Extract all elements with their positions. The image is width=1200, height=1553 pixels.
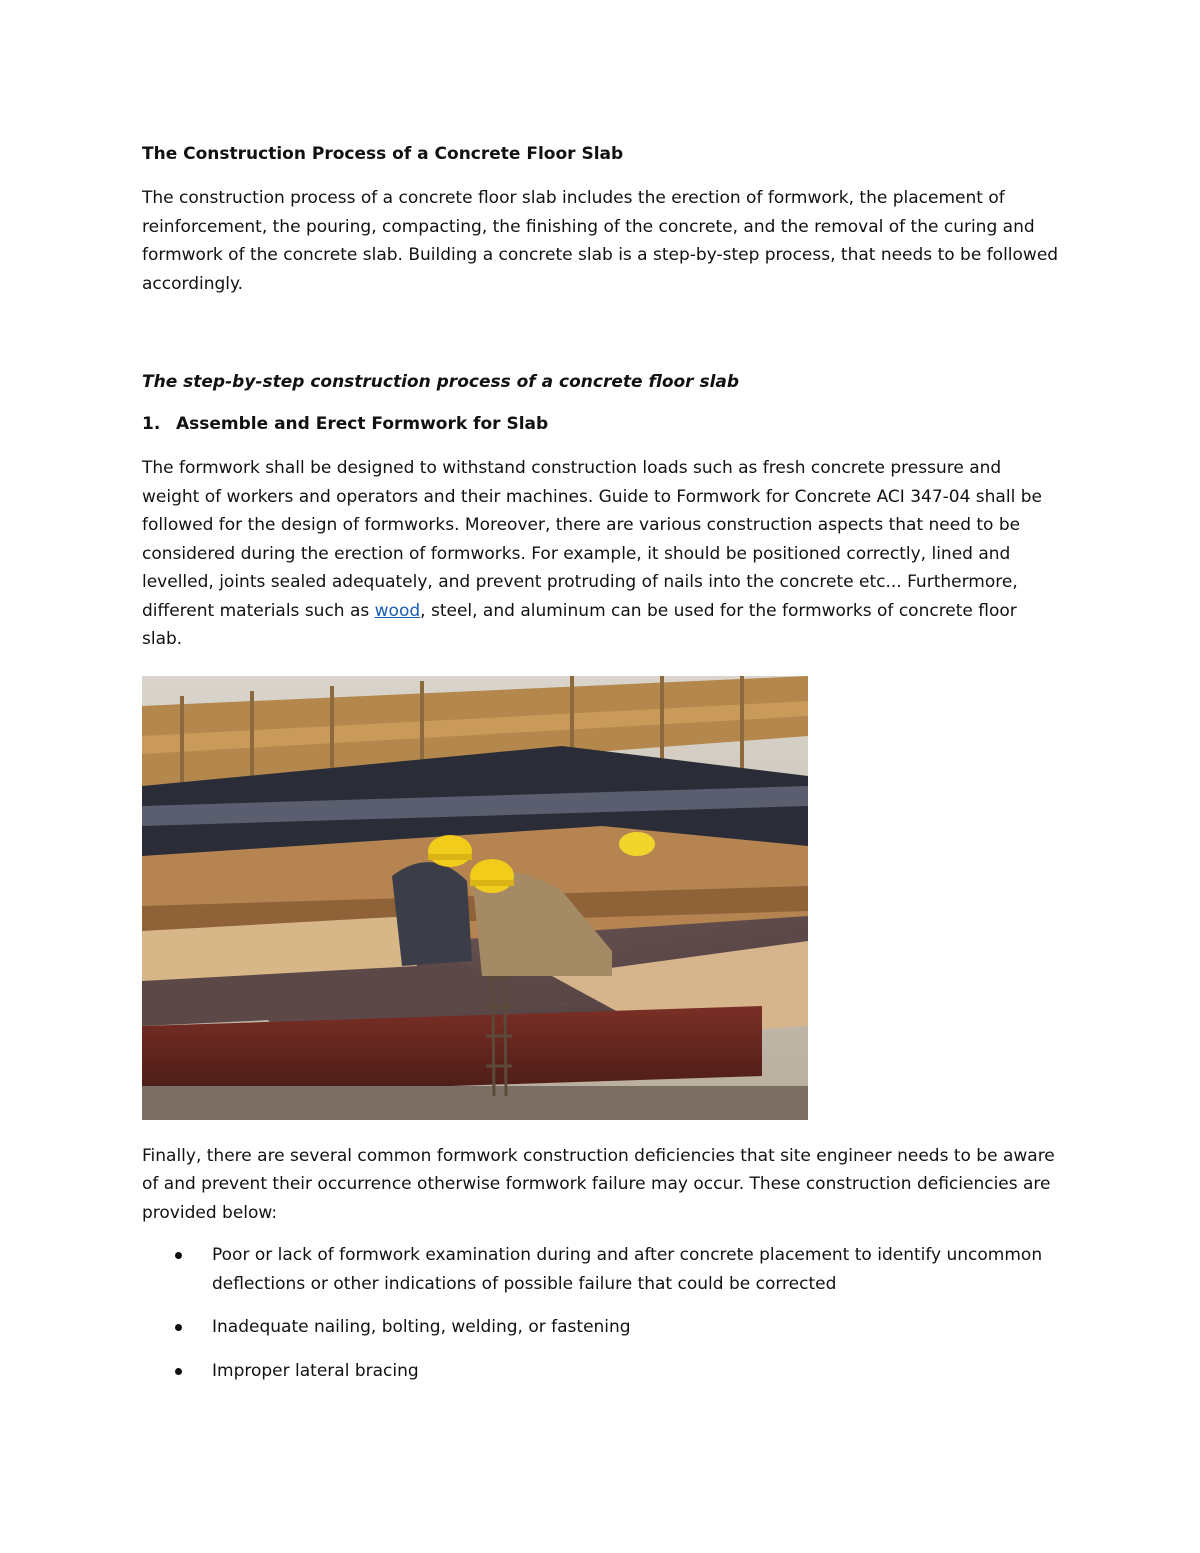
list-item-text: Inadequate nailing, bolting, welding, or fastening [212, 1317, 631, 1337]
bullet-icon [175, 1324, 182, 1331]
bullet-icon [175, 1368, 182, 1375]
list-item [142, 1241, 1062, 1298]
step-title: Assemble and Erect Formwork for Slab [176, 414, 549, 434]
intro-paragraph: The construction process of a concrete floor slab includes the erection of formwork, the placement of reinforcement, the pouring, compacting, the finishing of the concrete, and the removal of the curing and formwork of the concrete slab. Building a concrete slab is a step-by-step process, that needs to be followed accordingly. [142, 188, 1059, 294]
list-item-text: Poor or lack of formwork examination during and after concrete placement to identify uncommon deflections or other indications of possible failure that could be corrected [212, 1245, 1043, 1294]
bullet-icon [175, 1252, 182, 1259]
list-item-text: Improper lateral bracing [212, 1360, 419, 1381]
construction-photo [142, 676, 808, 1120]
document-page [142, 140, 1062, 1400]
wood-link[interactable]: wood [374, 600, 421, 621]
step-number: 1. [142, 414, 161, 434]
deficiencies-list [142, 1241, 1062, 1385]
section-subtitle: The step-by-step construction process of a concrete floor slab [142, 372, 740, 392]
deficiencies-intro: Finally, there are several common formwork construction deficiencies that site engineer needs to be aware of and prevent their occurrence otherwise formwork failure may occur. These construction deficiencies are provided below: [142, 1145, 1055, 1223]
step-1-paragraph [142, 454, 1062, 654]
document-title: The Construction Process of a Concrete Floor Slab [142, 144, 624, 164]
step-1-heading [142, 410, 1062, 438]
step-1-text-after-link: , steel, and aluminum can be used for the formworks of concrete floor slab. [142, 600, 1017, 649]
list-item [142, 1313, 1062, 1342]
list-item [142, 1357, 1062, 1386]
step-1-text-before-link: The formwork shall be designed to withstand construction loads such as fresh concrete pressure and weight of workers and operators and their machines. Guide to Formwork for Concrete ACI 347-04 shall be followed for the design of formworks. Moreover, there are various construction aspects that need to be considered during the erection of formworks. For example, it should be positioned correctly, lined and levelled, joints sealed adequately, and prevent protruding of nails into the concrete etc... Furthermore, different materials such as [142, 458, 1042, 621]
